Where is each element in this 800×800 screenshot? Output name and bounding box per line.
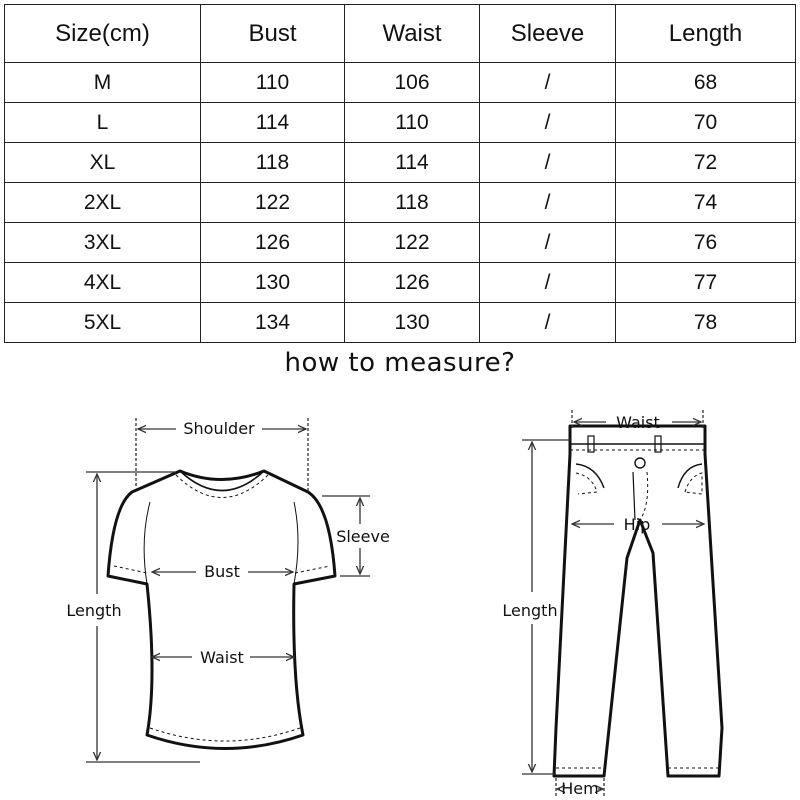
cell-sleeve: / xyxy=(480,143,616,183)
header-waist: Waist xyxy=(345,5,480,63)
hip-label: Hip xyxy=(623,515,651,534)
cell-sleeve: / xyxy=(480,263,616,303)
cell-bust: 114 xyxy=(201,103,345,143)
measurement-diagrams xyxy=(0,380,800,800)
cell-size: L xyxy=(5,103,201,143)
shirt-length-label: Length xyxy=(66,601,122,620)
table-row xyxy=(5,63,796,103)
cell-sleeve: / xyxy=(480,103,616,143)
cell-bust: 126 xyxy=(201,223,345,263)
cell-sleeve: / xyxy=(480,303,616,343)
pants-icon xyxy=(554,426,722,776)
table-row xyxy=(5,303,796,343)
cell-waist: 114 xyxy=(345,143,480,183)
cell-sleeve: / xyxy=(480,63,616,103)
cell-size: 4XL xyxy=(5,263,201,303)
measurement-illustration xyxy=(0,380,800,800)
table-header-row xyxy=(5,5,796,63)
how-to-measure-title: how to measure? xyxy=(284,348,516,378)
cell-waist: 130 xyxy=(345,303,480,343)
cell-size: M xyxy=(5,63,201,103)
table-row xyxy=(5,103,796,143)
cell-size: 3XL xyxy=(5,223,201,263)
cell-length: 72 xyxy=(616,143,796,183)
header-length: Length xyxy=(616,5,796,63)
cell-size: 2XL xyxy=(5,183,201,223)
cell-waist: 122 xyxy=(345,223,480,263)
cell-waist: 118 xyxy=(345,183,480,223)
sleeve-label: Sleeve xyxy=(336,527,390,546)
cell-length: 70 xyxy=(616,103,796,143)
size-chart-table xyxy=(4,4,796,343)
cell-size: XL xyxy=(5,143,201,183)
cell-sleeve: / xyxy=(480,183,616,223)
table-row xyxy=(5,183,796,223)
cell-waist: 106 xyxy=(345,63,480,103)
pants-length-label: Length xyxy=(502,601,558,620)
cell-waist: 110 xyxy=(345,103,480,143)
table-row xyxy=(5,263,796,303)
hem-label: Hem xyxy=(561,779,599,798)
cell-bust: 130 xyxy=(201,263,345,303)
cell-bust: 122 xyxy=(201,183,345,223)
cell-length: 76 xyxy=(616,223,796,263)
cell-bust: 118 xyxy=(201,143,345,183)
cell-size: 5XL xyxy=(5,303,201,343)
cell-length: 68 xyxy=(616,63,796,103)
bust-label: Bust xyxy=(204,562,240,581)
header-sleeve: Sleeve xyxy=(480,5,616,63)
cell-length: 77 xyxy=(616,263,796,303)
header-size: Size(cm) xyxy=(5,5,201,63)
tshirt-icon xyxy=(108,471,335,749)
cell-bust: 110 xyxy=(201,63,345,103)
shirt-waist-label: Waist xyxy=(200,648,244,667)
cell-length: 74 xyxy=(616,183,796,223)
cell-length: 78 xyxy=(616,303,796,343)
tshirt-measure-lines xyxy=(86,418,370,762)
cell-sleeve: / xyxy=(480,223,616,263)
header-bust: Bust xyxy=(201,5,345,63)
shoulder-label: Shoulder xyxy=(183,419,255,438)
pants-waist-label: Waist xyxy=(616,413,660,432)
cell-waist: 126 xyxy=(345,263,480,303)
cell-bust: 134 xyxy=(201,303,345,343)
table-row xyxy=(5,143,796,183)
table-row xyxy=(5,223,796,263)
